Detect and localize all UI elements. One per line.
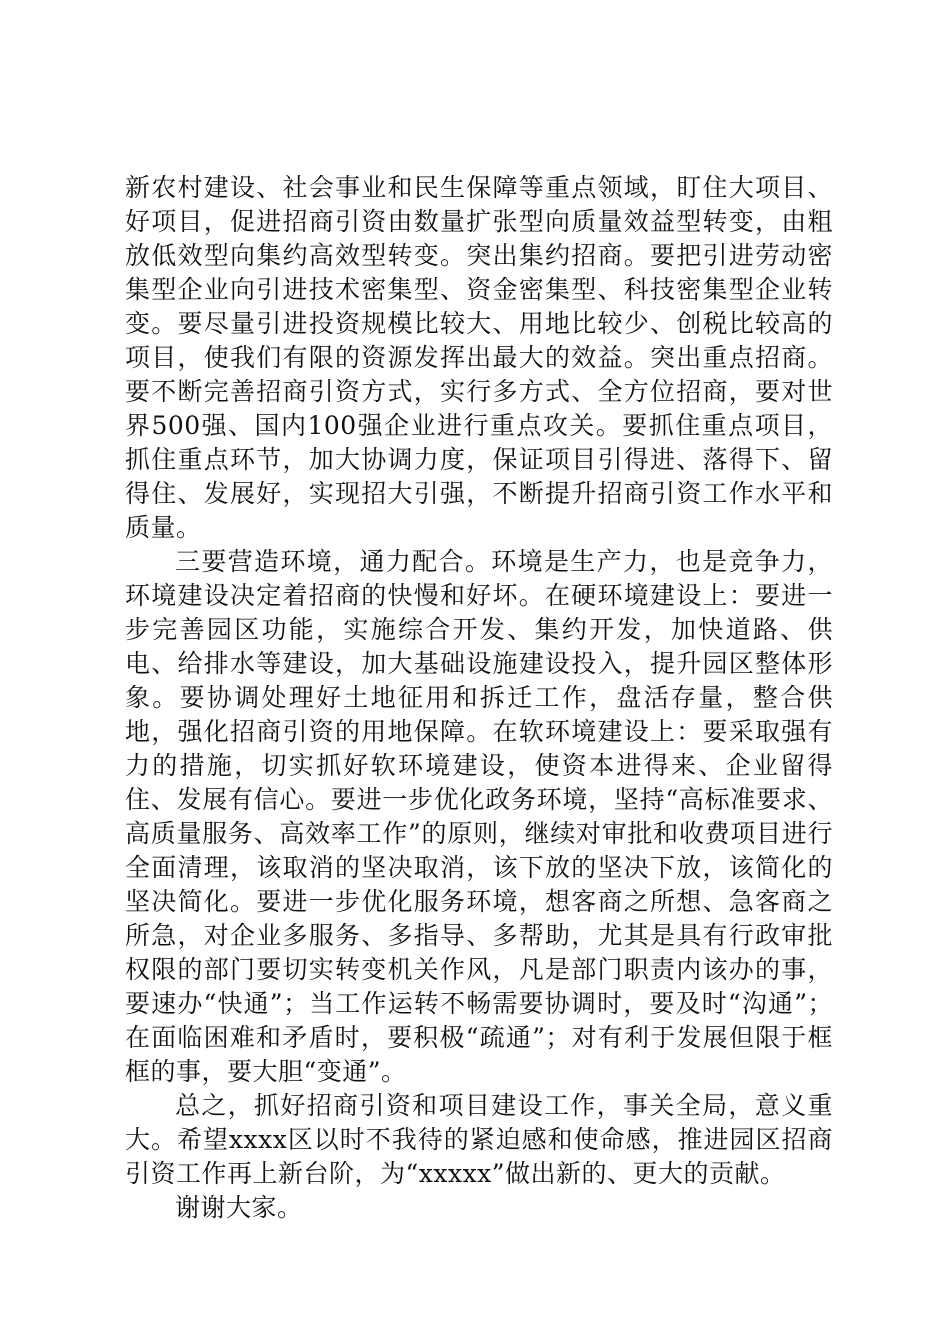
document-body bbox=[125, 171, 833, 1225]
paragraph-4: 谢谢大家。 bbox=[175, 1193, 303, 1222]
paragraph-1: 新农村建设、社会事业和民生保障等重点领域，盯住大项目、好项目，促进招商引资由数量扩张型向质量效益型转变，由粗放低效型向集约高效型转变。突出集约招商。要把引进劳动密集型企业向引进技术密集型、资金密集型、科技密集型企业转变。要尽量引进投资规模比较大、用地比较少、创税比较高的项目，使我们有限的资源发挥出最大的效益。突出重点招商。要不断完善招商引资方式，实行多方式、全方位招商，要对世界500强、国内100强企业进行重点攻关。要抓住重点项目，抓住重点环节，加大协调力度，保证项目引得进、落得下、留得住、发展好，实现招大引强，不断提升招商引资工作水平和质量。 bbox=[125, 173, 833, 542]
paragraph-3: 总之，抓好招商引资和项目建设工作，事关全局，意义重大。希望xxxx区以时不我待的紧迫感和使命感，推进园区招商引资工作再上新台阶，为“xxxxx”做出新的、更大的贡献。 bbox=[125, 1091, 833, 1188]
paragraph-2: 三要营造环境，通力配合。环境是生产力，也是竞争力，环境建设决定着招商的快慢和好坏。在硬环境建设上：要进一步完善园区功能，实施综合开发、集约开发，加快道路、供电、给排水等建设，加大基础设施建设投入，提升园区整体形象。要协调处理好土地征用和拆迁工作，盘活存量，整合供地，强化招商引资的用地保障。在软环境建设上：要采取强有力的措施，切实抓好软环境建设，使资本进得来、企业留得住、发展有信心。要进一步优化政务环境，坚持“高标准要求、高质量服务、高效率工作”的原则，继续对审批和收费项目进行全面清理，该取消的坚决取消，该下放的坚决下放，该简化的坚决简化。要进一步优化服务环境，想客商之所想、急客商之所急，对企业多服务、多指导、多帮助，尤其是具有行政审批权限的部门要切实转变机关作风，凡是部门职责内该办的事，要速办“快通”；当工作运转不畅需要协调时，要及时“沟通”；在面临困难和矛盾时，要积极“疏通”；对有利于发展但限于框框的事，要大胆“变通”。 bbox=[125, 547, 833, 1086]
